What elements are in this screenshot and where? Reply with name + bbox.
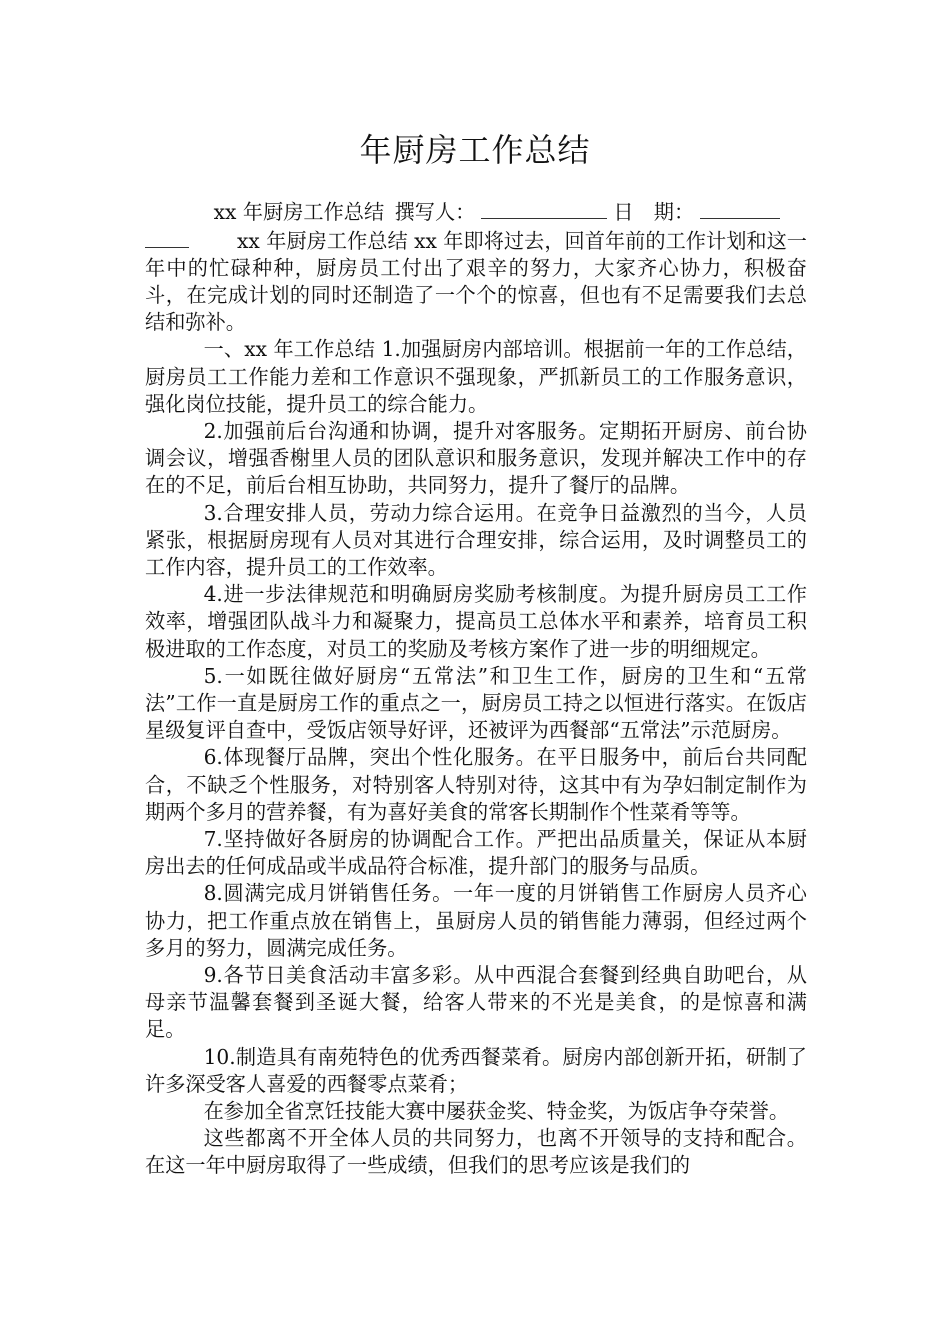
meta-lead: xx 年厨房工作总结 xyxy=(213,200,385,225)
paragraph-5: 5.一如既往做好厨房“五常法”和卫生工作，厨房的卫生和“五常法”工作一直是厨房工作的重点之一，厨房员工持之以恒进行落实。在饭店星级复评自查中，受饭店领导好评，还被评为西餐部“五常法”示范厨房。 xyxy=(145,663,807,743)
meta-paragraph xyxy=(145,198,807,226)
paragraph-7: 7.坚持做好各厨房的协调配合工作。严把出品质量关，保证从本厨房出去的任何成品或半成品符合标准，提升部门的服务与品质。 xyxy=(145,827,807,879)
paragraph-6: 6.体现餐厅品牌，突出个性化服务。在平日服务中，前后台共同配合，不缺乏个性服务，对特别客人特别对待，这其中有为孕妇制定制作为期两个多月的营养餐，有为喜好美食的常客长期制作个性菜肴等等。 xyxy=(145,745,807,824)
author-blank xyxy=(481,198,607,219)
paragraph-9: 9.各节日美食活动丰富多彩。从中西混合套餐到经典自助吧台，从母亲节温馨套餐到圣诞大餐，给客人带来的不光是美食，的是惊喜和满足。 xyxy=(145,963,807,1042)
date-blank xyxy=(700,198,780,219)
paragraph-3: 3.合理安排人员，劳动力综合运用。在竞争日益激烈的当今，人员紧张，根据厨房现有人员对其进行合理安排，综合运用，及时调整员工的工作内容，提升员工的工作效率。 xyxy=(145,500,807,580)
intro-paragraph xyxy=(145,226,807,336)
document-body xyxy=(145,198,807,1180)
paragraph-12: 这些都离不开全体人员的共同努力，也离不开领导的支持和配合。在这一年中厨房取得了一些成绩，但我们的思考应该是我们的 xyxy=(145,1126,807,1178)
paragraph-2: 2.加强前后台沟通和协调，提升对客服务。定期拓开厨房、前台协调会议，增强香榭里人员的团队意识和服务意识，发现并解决工作中的存在的不足，前后台相互协助，共同努力，提升了餐厅的品牌。 xyxy=(145,419,807,498)
paragraph-8: 8.圆满完成月饼销售任务。一年一度的月饼销售工作厨房人员齐心协力，把工作重点放在销售上，虽厨房人员的销售能力薄弱，但经过两个多月的努力，圆满完成任务。 xyxy=(145,881,807,960)
paragraph-10: 10.制造具有南苑特色的优秀西餐菜肴。厨房内部创新开拓，研制了许多深受客人喜爱的西餐零点菜肴； xyxy=(145,1044,807,1096)
author-label: 撰写人： xyxy=(394,200,476,225)
document-title: 年厨房工作总结 xyxy=(359,131,591,169)
paragraph-4: 4.进一步法律规范和明确厨房奖励考核制度。为提升厨房员工工作效率，增强团队战斗力和凝聚力，提高员工总体水平和素养，培育员工积极进取的工作态度，对员工的奖励及考核方案作了进一步的明细规定。 xyxy=(145,582,807,661)
paragraph-11: 在参加全省烹饪技能大赛中屡获金奖、特金奖，为饭店争夺荣誉。 xyxy=(203,1099,790,1124)
intro-text: xx 年厨房工作总结 xx 年即将过去，回首年前的工作计划和这一年中的忙碌种种，厨房员工付出了艰辛的努力，大家齐心协力，积极奋斗，在完成计划的同时还制造了一个个的惊喜，但也有不足需要我们去总结和弥补。 xyxy=(145,228,807,335)
paragraph-1: 一、xx 年工作总结 1.加强厨房内部培训。根据前一年的工作总结，厨房员工工作能力差和工作意识不强现象，严抓新员工的工作服务意识，强化岗位技能，提升员工的综合能力。 xyxy=(145,337,807,416)
date-blank-continued xyxy=(145,226,189,247)
date-label: 日 期： xyxy=(613,200,695,225)
